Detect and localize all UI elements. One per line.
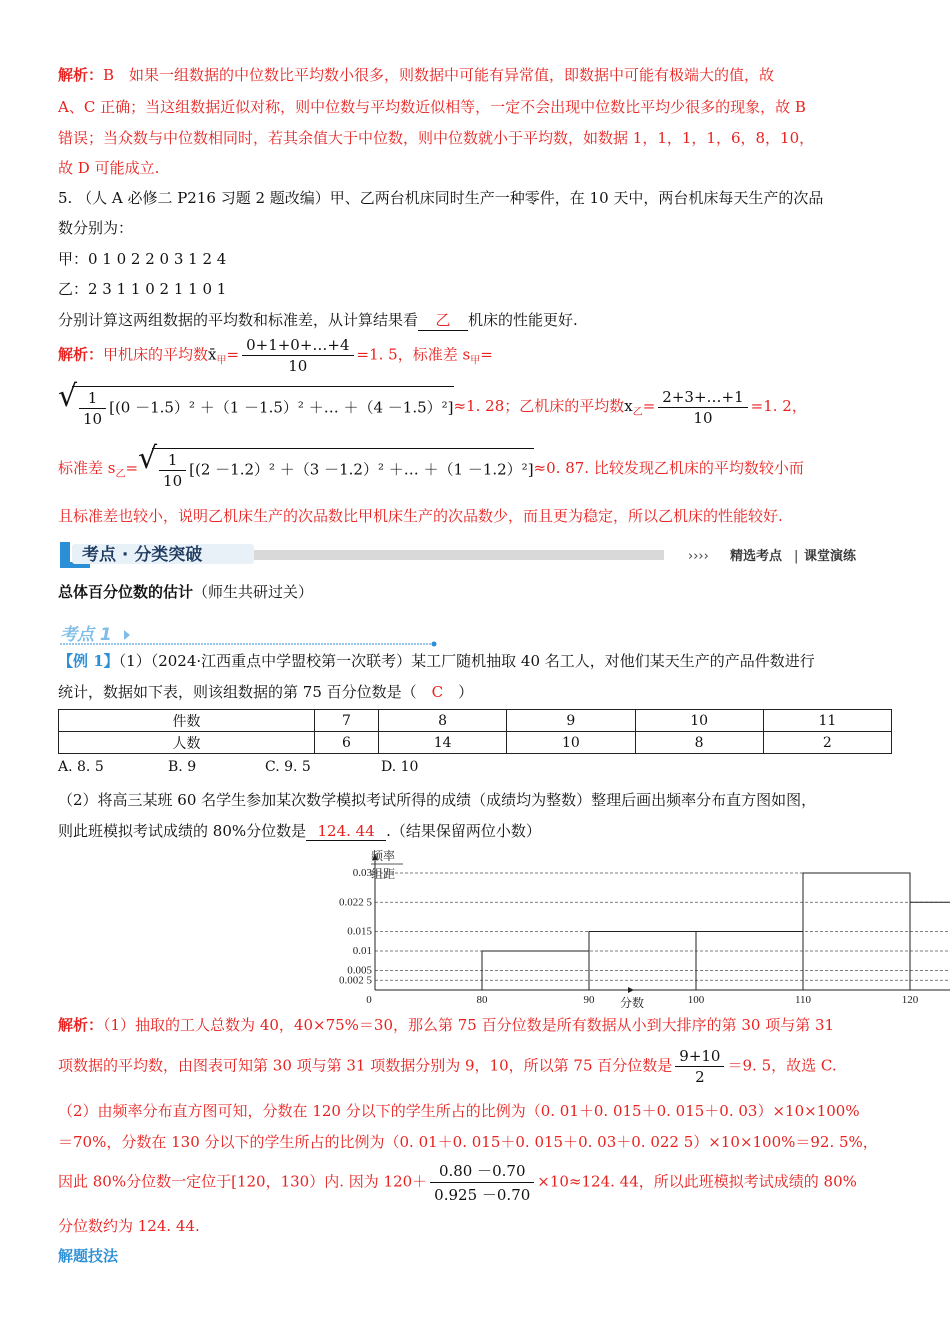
ex1-p2-answer: 124. 44 (306, 822, 386, 841)
fraction-median (675, 1047, 724, 1086)
table-cell: 6 (315, 732, 379, 754)
x-tick-label: 80 (476, 994, 488, 1006)
sub-yi: 乙 (632, 407, 643, 418)
x-tick-label: 120 (901, 994, 919, 1006)
table-row (59, 732, 892, 754)
x-axis-label: 分数 (620, 996, 645, 1010)
x-tick-label: 90 (583, 994, 595, 1006)
s5-line-4: 且标准差也较小，说明乙机床生产的次品数比甲机床生产的次品数少，而且更为稳定，所以乙机床的性能较好. (58, 507, 783, 525)
s5-c-pre: 标准差 s (58, 459, 116, 477)
q5-ask-post: 机床的性能更好. (468, 311, 578, 329)
option-a: A. 8. 5 (58, 759, 104, 775)
ex1-line-1 (58, 650, 815, 671)
kaodian-tag (58, 622, 438, 648)
table-cell: 10 (507, 732, 635, 754)
frac-den: 10 (288, 357, 308, 375)
q5-yi-data: 乙：2 3 1 1 0 2 1 1 0 1 (58, 280, 227, 298)
q5-line-2: 数分别为： (58, 219, 134, 237)
ex1-answer: C (431, 683, 444, 701)
q5-answer: 乙 (418, 309, 468, 331)
y-tick-label: 0.01 (352, 945, 372, 957)
p4-line-3: 错误；当众数与中位数相同时，若其余值大于中位数，则中位数就小于平均数，如数据 1，1，1，1，6，8，10， (58, 129, 815, 147)
y-axis-label-bottom: 组距 (371, 867, 396, 881)
p4-label: 解析： (58, 66, 104, 84)
s1-line-3: （2）由频率分布直方图可知，分数在 120 分以下的学生所占的比例为（0. 01＋0. 015＋0. 015＋0. 03）×10×100% (58, 1102, 860, 1120)
banner-right-1: 精选考点 (730, 549, 783, 564)
ex1-l2-pre: 统计，数据如下表，则该组数据的第 75 百分位数是（ (58, 683, 432, 701)
s5-eq-2: = (480, 345, 493, 364)
sub-yi-2: 乙 (115, 469, 126, 480)
banner-divider (254, 550, 664, 560)
y-tick-label: 0.022 5 (339, 896, 372, 909)
frac-num: 1 (79, 389, 106, 409)
s5-line-3: 标准差 $s_乙=$ √ $\frac{1}{10}$ [(2 －1.2）² ＋（3 －1.2）² ＋… ＋（1 －1.2）²]≈0. 87. 比较发现乙机床的平均数较小而 (58, 441, 804, 490)
option-b: B. 9 (168, 759, 197, 775)
fraction-yi-mean (658, 388, 747, 427)
table-cell: 7 (315, 710, 379, 732)
ex1-p2-line-2 (58, 820, 541, 841)
p4-line-4: 故 D 可能成立. (58, 159, 160, 177)
ex1-p2-post: .（结果保留两位小数） (386, 822, 541, 840)
banner-title: 考点 · 分类突破 (82, 545, 203, 565)
s5-b-post: =1. 2， (750, 397, 807, 415)
y-axis-label-top: 频率 (371, 849, 396, 863)
frequency-histogram (310, 846, 919, 1010)
frac-den: 10 (693, 408, 713, 427)
q5-jia-data: 甲：0 1 0 2 2 0 3 1 2 4 (58, 250, 227, 268)
table-row (59, 710, 892, 732)
xbar-yi: x (624, 397, 633, 415)
y-tick-label: 0.015 (347, 925, 372, 938)
data-table (58, 709, 892, 754)
section-banner (58, 538, 894, 572)
kaodian-tag-text: 考点 1 (60, 625, 112, 645)
radical-sign: √ (138, 441, 158, 476)
frac-den: 10 (83, 410, 103, 428)
s1-line-6: 分位数约为 124. 44. (58, 1217, 200, 1235)
frac-num: 9+10 (675, 1047, 724, 1067)
ex1-line-2 (58, 681, 473, 702)
x-tick-label: 110 (794, 994, 812, 1006)
x-axis-arrow-icon (628, 987, 634, 993)
table-cell: 9 (507, 710, 635, 732)
y-tick-label: 0.005 (347, 964, 372, 977)
table-cell: 人数 (59, 732, 315, 754)
ex1-p2-pre: 则此班模拟考试成绩的 80%分位数是 (58, 822, 307, 840)
s1-line-5 (58, 1160, 857, 1205)
sub-jia-2: 甲 (470, 355, 481, 367)
table-cell: 14 (379, 732, 507, 754)
table-cell: 10 (635, 710, 763, 732)
frac-num: 2+3+…+1 (658, 388, 747, 408)
frac-den: 10 (163, 472, 183, 490)
s1-text-1: （1）抽取的工人总数为 40，40×75%＝30，那么第 75 百分位数是所有数据从小到大排序的第 30 项与第 31 (103, 1016, 835, 1034)
table-cell: 件数 (59, 710, 315, 732)
ex1-options (58, 759, 418, 775)
s1-l2-pre: 项数据的平均数，由图表可知第 30 项与第 31 项数据分别为 9，10，所以第 75 百分位数是 (58, 1056, 673, 1075)
table-cell: 11 (763, 710, 891, 732)
sqrt-coef (79, 389, 106, 428)
s1-label: 解析： (58, 1016, 104, 1034)
table-cell: 8 (379, 710, 507, 732)
p4-line-2: A、C 正确；当这组数据近似对称，则中位数与平均数近似相等，一定不会出现中位数比平均少很多的现象，故 B (58, 98, 806, 116)
s1-l5-pre: 因此 80%分位数一定位于[120，130）内. 因为 120＋ (58, 1172, 428, 1191)
frac-num: 1 (159, 451, 186, 471)
banner-arrows-icon: ›››› (688, 549, 709, 564)
fraction-percentile (430, 1160, 534, 1205)
option-d: D. 10 (381, 759, 419, 775)
s1-l5-post: ×10≈124. 44，所以此班模拟考试成绩的 80% (537, 1172, 857, 1191)
tag-arrow-icon (124, 630, 130, 640)
origin-label: 0 (366, 994, 372, 1006)
histogram-bar (696, 932, 803, 991)
s5-b-mid: ≈1. 28；乙机床的平均数 (453, 397, 625, 415)
topic-note: （师生共研过关） (193, 583, 314, 601)
q5-ask-pre: 分别计算这两组数据的平均数和标准差，从计算结果看 (58, 311, 419, 329)
s1-line-1 (58, 1014, 834, 1035)
frac-num: 0+1+0+…+4 (242, 336, 353, 356)
sqrt-body: [(0 －1.5）² ＋（1 －1.5）² ＋… ＋（4 －1.5）²] (109, 398, 454, 417)
sqrt-coef (159, 451, 186, 490)
q5-ask (58, 309, 578, 331)
topic-title: 总体百分位数的估计 (58, 583, 194, 601)
s5-eq: = (226, 345, 240, 364)
sub-jia: 甲 (216, 355, 227, 367)
frac-den: 2 (695, 1068, 705, 1086)
p4-text-1: B 如果一组数据的中位数比平均数小很多，则数据中可能有异常值，即数据中可能有极端大的值，故 (103, 66, 775, 84)
option-c: C. 9. 5 (265, 759, 311, 775)
s5-line-2: √ $\frac{1}{10}$ [(0 －1.5）² ＋（1 －1.5）² ＋… ＋（4 －1.5）²]≈1. 28；乙机床的平均数$x_乙=$ $\frac{2+3+\dots+1}{10}$ =1. 2， (58, 379, 807, 428)
p4-line-1 (58, 64, 774, 85)
ex1-label: 【例 1】 (58, 652, 119, 670)
s1-line-2 (58, 1047, 837, 1086)
frac-den: 0.925 －0.70 (434, 1186, 531, 1204)
frac-num: 0.80 －0.70 (430, 1160, 534, 1183)
s5-c-post: ≈0. 87. 比较发现乙机床的平均数较小而 (533, 459, 804, 477)
ex1-p2-line-1: （2）将高三某班 60 名学生参加某次数学模拟考试所得的成绩（成绩均为整数）整理后画出频率分布直方图如图， (58, 791, 817, 809)
q5-line-1: 5. （人 A 必修二 P216 习题 2 题改编）甲、乙两台机床同时生产一种零件，在 10 天中，两台机床每天生产的次品 (58, 189, 824, 207)
banner-right-2: 课堂演练 (804, 549, 857, 564)
xbar-jia: x̄ (208, 345, 217, 364)
ex1-text-1: （1）（2024·江西重点中学盟校第一次联考）某工厂随机抽取 40 名工人，对他们某天生产的产品件数进行 (118, 652, 815, 670)
s5-line-1 (58, 336, 493, 375)
s5-label: 解析： (58, 345, 104, 364)
sqrt-body: [(2 －1.2）² ＋（3 －1.2）² ＋… ＋（1 －1.2）²] (189, 460, 534, 479)
s1-line-4: ＝70%，分数在 130 分以下的学生所占的比例为（0. 01＋0. 015＋0. 015＋0. 03＋0. 022 5）×10×100%＝92. 5%， (58, 1133, 878, 1151)
s5-a-post: =1. 5，标准差 s (356, 345, 471, 364)
tag-dot (432, 642, 437, 647)
histogram-bar (910, 902, 950, 990)
table-cell: 8 (635, 732, 763, 754)
table-cell: 2 (763, 732, 891, 754)
s5-a-pre: 甲机床的平均数 (103, 345, 209, 364)
radical-sign: √ (58, 379, 78, 414)
topic-heading (58, 581, 313, 602)
ex1-l2-post: ） (443, 683, 474, 701)
x-tick-label: 100 (687, 994, 705, 1006)
fraction-jia-mean (242, 336, 353, 375)
histogram-bar (589, 932, 696, 991)
banner-sep: | (794, 549, 799, 564)
y-tick-label: 0.03 (352, 867, 372, 879)
method-heading: 解题技法 (58, 1247, 119, 1265)
s1-l2-post: ＝9. 5，故选 C. (727, 1056, 837, 1075)
y-tick-label: 0.002 5 (339, 974, 372, 987)
